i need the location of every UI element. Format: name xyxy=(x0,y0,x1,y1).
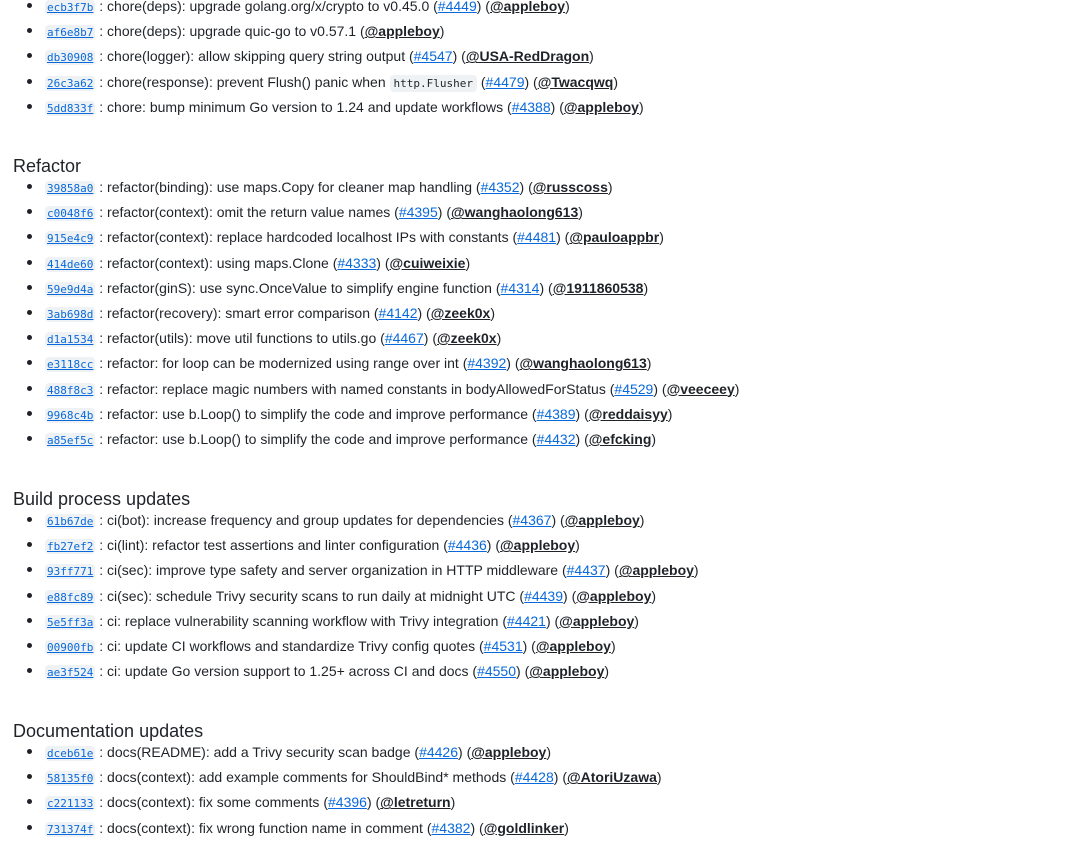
list-item: 00900fb : ci: update CI workflows and standardize Trivy config quotes (#4531) (@appleboy) xyxy=(0,637,1080,662)
author-mention[interactable]: @efcking xyxy=(588,430,652,447)
list-item: 59e9d4a : refactor(ginS): use sync.OnceValue to simplify engine function (#4314) (@1911860538) xyxy=(0,279,1080,304)
author-mention[interactable]: @appleboy xyxy=(564,512,640,528)
author-mention[interactable]: @Twacqwq xyxy=(537,73,614,90)
section-documentation-updates xyxy=(0,721,1080,843)
list-item: 9968c4b : refactor: use b.Loop() to simplify the code and improve performance (#4389) (@reddaisyy) xyxy=(0,405,1080,430)
commit-message: ci(sec): improve type safety and server organization in HTTP middleware xyxy=(107,562,559,579)
list-item: af6e8b7 : chore(deps): upgrade quic-go to v0.57.1 (@appleboy) xyxy=(0,22,1080,47)
commit-sha-link[interactable]: 3ab698d xyxy=(47,307,94,321)
pull-request-link[interactable]: #4396 xyxy=(328,794,367,811)
author-mention[interactable]: @appleboy xyxy=(500,537,576,554)
section-title: Documentation updates xyxy=(13,721,204,741)
author-mention[interactable]: @1911860538 xyxy=(552,279,644,296)
commit-sha-link[interactable]: 26c3a62 xyxy=(47,76,94,90)
author-mention[interactable]: @goldlinker xyxy=(483,819,565,836)
commit-sha-link[interactable]: ae3f524 xyxy=(47,666,94,680)
pull-request-link[interactable]: #4392 xyxy=(467,355,507,372)
list-item: c0048f6 : refactor(context): omit the return value names (#4395) (@wanghaolong613) xyxy=(0,203,1080,228)
commit-sha-link[interactable]: e3118cc xyxy=(47,358,94,372)
commit-list xyxy=(0,178,1080,455)
list-item: a85ef5c : refactor: use b.Loop() to simplify the code and improve performance (#4432) (@efcking) xyxy=(0,430,1080,455)
author-mention[interactable]: @USA-RedDragon xyxy=(465,48,590,65)
author-mention[interactable]: @appleboy xyxy=(576,587,652,604)
author-mention[interactable]: @wanghaolong613 xyxy=(519,355,647,372)
pull-request-link[interactable]: #4547 xyxy=(413,48,453,65)
pull-request-link[interactable]: #4421 xyxy=(507,612,546,629)
pull-request-link[interactable]: #4389 xyxy=(536,405,576,422)
commit-sha-link[interactable]: e88fc89 xyxy=(47,590,94,604)
list-item: 731374f : docs(context): fix wrong function name in comment (#4382) (@goldlinker) xyxy=(0,819,1080,843)
commit-list xyxy=(0,743,1080,843)
author-mention[interactable]: @appleboy xyxy=(471,744,547,760)
commit-sha-link[interactable]: db30908 xyxy=(47,51,94,65)
author-mention[interactable]: @russcoss xyxy=(532,179,608,195)
list-item: 39858a0 : refactor(binding): use maps.Copy for cleaner map handling (#4352) (@russcoss) xyxy=(0,178,1080,203)
list-item: d1a1534 : refactor(utils): move util functions to utils.go (#4467) (@zeek0x) xyxy=(0,329,1080,354)
author-mention[interactable]: @veeceey xyxy=(666,380,735,397)
commit-message: refactor: replace magic numbers with named constants in bodyAllowedForStatus xyxy=(107,380,606,397)
commit-sha-link[interactable]: 5e5ff3a xyxy=(47,615,94,629)
list-item: e3118cc : refactor: for loop can be modernized using range over int (#4392) (@wanghaolong613) xyxy=(0,354,1080,379)
pull-request-link[interactable]: #4550 xyxy=(477,663,517,680)
list-item: 61b67de : ci(bot): increase frequency and group updates for dependencies (#4367) (@appleboy) xyxy=(0,511,1080,536)
commit-message: ci(lint): refactor test assertions and linter configuration xyxy=(107,537,440,554)
author-mention[interactable]: @appleboy xyxy=(364,23,440,40)
commit-sha-link[interactable]: 9968c4b xyxy=(47,408,94,422)
list-item: 414de60 : refactor(context): using maps.Clone (#4333) (@cuiweixie) xyxy=(0,254,1080,279)
commit-list xyxy=(0,511,1080,687)
commit-sha-link[interactable]: 39858a0 xyxy=(47,182,94,195)
commit-sha-link[interactable]: 731374f xyxy=(47,822,94,836)
commit-sha-link[interactable]: fb27ef2 xyxy=(47,540,94,554)
commit-sha-link[interactable]: 915e4c9 xyxy=(47,232,94,246)
author-mention[interactable]: @wanghaolong613 xyxy=(451,204,579,221)
commit-message: refactor(recovery): smart error comparison xyxy=(107,304,370,321)
commit-message: ci(sec): schedule Trivy security scans to run daily at midnight UTC xyxy=(107,587,516,604)
commit-message: ci: update CI workflows and standardize Trivy config quotes xyxy=(107,637,476,654)
commit-sha-link[interactable]: 414de60 xyxy=(47,257,94,271)
list-item: 58135f0 : docs(context): add example comments for ShouldBind* methods (#4428) (@AtoriUzawa) xyxy=(0,768,1080,793)
commit-sha-link[interactable]: a85ef5c xyxy=(47,433,94,447)
pull-request-link[interactable]: #4432 xyxy=(536,430,576,447)
commit-message: refactor: for loop can be modernized using range over int xyxy=(107,355,459,372)
commit-message: ci: update Go version support to 1.25+ across CI and docs xyxy=(107,663,469,680)
inline-code: http.Flusher xyxy=(390,75,477,92)
commit-sha-link[interactable]: c0048f6 xyxy=(47,207,94,221)
commit-message: refactor(ginS): use sync.OnceValue to simplify engine function xyxy=(107,279,492,296)
pull-request-link[interactable]: #4395 xyxy=(398,204,438,221)
list-item: 26c3a62 : chore(response): prevent Flush() panic when http.Flusher (#4479) (@Twacqwq) xyxy=(0,73,1080,98)
author-mention[interactable]: @zeek0x xyxy=(437,330,497,347)
author-mention[interactable]: @reddaisyy xyxy=(588,405,668,422)
pull-request-link[interactable]: #4449 xyxy=(437,0,477,14)
pull-request-link[interactable]: #4426 xyxy=(419,744,458,760)
commit-message: chore(deps): upgrade quic-go to v0.57.1 xyxy=(107,23,357,40)
list-item: ae3f524 : ci: update Go version support to 1.25+ across CI and docs (#4550) (@appleboy) xyxy=(0,662,1080,687)
list-item: fb27ef2 : ci(lint): refactor test assertions and linter configuration (#4436) (@appleboy) xyxy=(0,536,1080,561)
list-item: e88fc89 : ci(sec): schedule Trivy security scans to run daily at midnight UTC (#4439) (@appleboy) xyxy=(0,587,1080,612)
commit-sha-link[interactable]: ecb3f7b xyxy=(47,1,94,14)
pull-request-link[interactable]: #4367 xyxy=(512,512,552,528)
list-item: 3ab698d : refactor(recovery): smart error comparison (#4142) (@zeek0x) xyxy=(0,304,1080,329)
commit-message: ci: replace vulnerability scanning workflow with Trivy integration xyxy=(107,612,499,629)
author-mention[interactable]: @AtoriUzawa xyxy=(566,769,657,786)
list-item: dceb61e : docs(README): add a Trivy security scan badge (#4426) (@appleboy) xyxy=(0,743,1080,768)
pull-request-link[interactable]: #4437 xyxy=(566,562,606,579)
section-refactor xyxy=(0,156,1080,455)
commit-sha-link[interactable]: c221133 xyxy=(47,797,94,811)
commit-message: chore(response): prevent Flush() panic when xyxy=(107,73,386,90)
pull-request-link[interactable]: #4529 xyxy=(614,380,654,397)
commit-message: refactor(context): omit the return value names xyxy=(107,204,391,221)
author-mention[interactable]: @appleboy xyxy=(489,0,566,14)
commit-message: ci(bot): increase frequency and group updates for dependencies xyxy=(107,512,504,528)
pull-request-link[interactable]: #4467 xyxy=(384,330,424,347)
pull-request-link[interactable]: #4439 xyxy=(524,587,564,604)
pull-request-link[interactable]: #4352 xyxy=(480,179,520,195)
section-build-process-updates xyxy=(0,489,1080,687)
section-chore xyxy=(0,0,1080,123)
commit-sha-link[interactable]: d1a1534 xyxy=(47,333,94,347)
commit-sha-link[interactable]: 5dd833f xyxy=(47,101,94,115)
pull-request-link[interactable]: #4382 xyxy=(431,819,471,836)
author-mention[interactable]: @letreturn xyxy=(380,794,451,811)
list-item: ecb3f7b : chore(deps): upgrade golang.org/x/crypto to v0.45.0 (#4449) (@appleboy) xyxy=(0,0,1080,22)
commit-list xyxy=(0,0,1080,123)
list-item: 5e5ff3a : ci: replace vulnerability scanning workflow with Trivy integration (#4421) (@appleboy) xyxy=(0,612,1080,637)
commit-message: docs(context): fix some comments xyxy=(107,794,320,811)
section-title: Refactor xyxy=(13,156,82,176)
pull-request-link[interactable]: #4428 xyxy=(514,769,554,786)
commit-message: chore: bump minimum Go version to 1.24 and update workflows xyxy=(107,98,504,115)
author-mention[interactable]: @pauloappbr xyxy=(569,229,660,246)
commit-message: refactor(context): using maps.Clone xyxy=(107,254,329,271)
list-item: db30908 : chore(logger): allow skipping query string output (#4547) (@USA-RedDragon) xyxy=(0,47,1080,72)
commit-sha-link[interactable]: 58135f0 xyxy=(47,772,94,786)
list-item: 5dd833f : chore: bump minimum Go version to 1.24 and update workflows (#4388) (@appleboy) xyxy=(0,98,1080,123)
commit-message: docs(context): fix wrong function name in comment xyxy=(107,819,423,836)
commit-message: refactor(utils): move util functions to utils.go xyxy=(107,330,377,347)
author-mention[interactable]: @appleboy xyxy=(618,562,694,579)
author-mention[interactable]: @appleboy xyxy=(559,612,635,629)
pull-request-link[interactable]: #4142 xyxy=(378,304,418,321)
author-mention[interactable]: @cuiweixie xyxy=(389,254,466,271)
commit-sha-link[interactable]: dceb61e xyxy=(47,747,94,760)
author-mention[interactable]: @appleboy xyxy=(529,663,605,680)
commit-message: refactor(context): replace hardcoded localhost IPs with constants xyxy=(107,229,509,246)
list-item: 93ff771 : ci(sec): improve type safety and server organization in HTTP middleware (#4437) (@appleboy) xyxy=(0,561,1080,586)
pull-request-link[interactable]: #4531 xyxy=(483,637,523,654)
pull-request-link[interactable]: #4479 xyxy=(485,73,525,90)
pull-request-link[interactable]: #4388 xyxy=(511,98,551,115)
commit-sha-link[interactable]: af6e8b7 xyxy=(47,26,94,40)
pull-request-link[interactable]: #4481 xyxy=(517,229,557,246)
author-mention[interactable]: @appleboy xyxy=(535,637,611,654)
commit-sha-link[interactable]: 00900fb xyxy=(47,640,94,654)
commit-message: docs(context): add example comments for ShouldBind* methods xyxy=(107,769,507,786)
list-item: 488f8c3 : refactor: replace magic numbers with named constants in bodyAllowedForStatus (#4529) (@veeceey) xyxy=(0,380,1080,405)
commit-sha-link[interactable]: 59e9d4a xyxy=(47,282,94,296)
author-mention[interactable]: @appleboy xyxy=(563,98,639,115)
section-title: Build process updates xyxy=(13,489,191,509)
commit-message: chore(deps): upgrade golang.org/x/crypto to v0.45.0 xyxy=(107,0,430,14)
commit-sha-link[interactable]: 61b67de xyxy=(47,515,94,528)
commit-message: refactor: use b.Loop() to simplify the code and improve performance xyxy=(107,430,529,447)
pull-request-link[interactable]: #4314 xyxy=(500,279,540,296)
list-item: 915e4c9 : refactor(context): replace hardcoded localhost IPs with constants (#4481) (@pauloappbr) xyxy=(0,228,1080,253)
commit-message: chore(logger): allow skipping query string output xyxy=(107,48,406,65)
commit-message: docs(README): add a Trivy security scan badge xyxy=(107,744,411,760)
author-mention[interactable]: @zeek0x xyxy=(430,304,491,321)
pull-request-link[interactable]: #4333 xyxy=(337,254,377,271)
commit-sha-link[interactable]: 93ff771 xyxy=(47,565,94,579)
commit-message: refactor(binding): use maps.Copy for cleaner map handling xyxy=(107,179,473,195)
commit-sha-link[interactable]: 488f8c3 xyxy=(47,383,94,397)
list-item: c221133 : docs(context): fix some comments (#4396) (@letreturn) xyxy=(0,793,1080,818)
commit-message: refactor: use b.Loop() to simplify the code and improve performance xyxy=(107,405,529,422)
pull-request-link[interactable]: #4436 xyxy=(447,537,487,554)
